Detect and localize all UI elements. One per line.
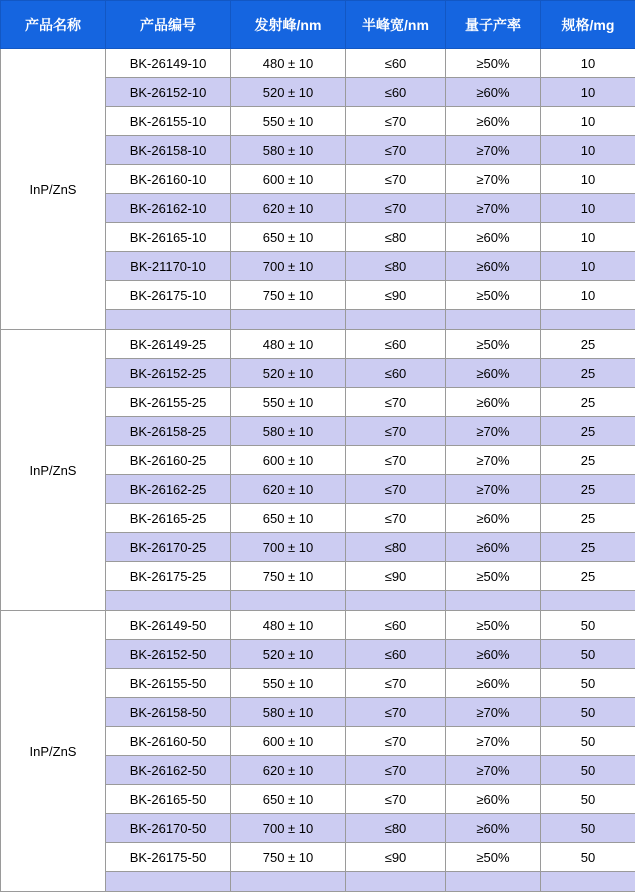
cell-spec: 25 [541,533,635,562]
column-header-spec: 规格/mg [541,1,635,49]
cell-quantum-yield: ≥60% [446,640,541,669]
spacer-cell [106,591,231,611]
cell-fwhm: ≤70 [346,194,446,223]
column-header-fwhm: 半峰宽/nm [346,1,446,49]
cell-product-code: BK-26155-10 [106,107,231,136]
cell-quantum-yield: ≥60% [446,359,541,388]
cell-product-code: BK-26149-50 [106,611,231,640]
cell-quantum-yield: ≥60% [446,223,541,252]
cell-product-code: BK-26165-10 [106,223,231,252]
cell-quantum-yield: ≥70% [446,475,541,504]
cell-product-code: BK-26152-50 [106,640,231,669]
cell-fwhm: ≤70 [346,669,446,698]
cell-product-name: InP/ZnS [1,611,106,892]
column-header-quantum-yield: 量子产率 [446,1,541,49]
spacer-cell [541,591,635,611]
cell-emission-peak: 520 ± 10 [231,640,346,669]
cell-quantum-yield: ≥50% [446,611,541,640]
table-header-row [1,1,635,49]
cell-emission-peak: 600 ± 10 [231,165,346,194]
cell-spec: 25 [541,446,635,475]
cell-quantum-yield: ≥60% [446,388,541,417]
spacer-cell [346,310,446,330]
cell-quantum-yield: ≥70% [446,136,541,165]
table-row [1,611,635,640]
cell-spec: 25 [541,475,635,504]
cell-quantum-yield: ≥50% [446,49,541,78]
cell-fwhm: ≤60 [346,359,446,388]
cell-spec: 50 [541,698,635,727]
cell-emission-peak: 620 ± 10 [231,756,346,785]
spacer-cell [106,310,231,330]
cell-spec: 50 [541,843,635,872]
cell-fwhm: ≤60 [346,49,446,78]
table-row [1,330,635,359]
cell-quantum-yield: ≥60% [446,669,541,698]
cell-product-code: BK-26175-50 [106,843,231,872]
cell-product-code: BK-26158-25 [106,417,231,446]
cell-spec: 50 [541,727,635,756]
cell-spec: 25 [541,417,635,446]
cell-spec: 25 [541,562,635,591]
cell-product-code: BK-26162-25 [106,475,231,504]
cell-fwhm: ≤90 [346,843,446,872]
cell-spec: 10 [541,252,635,281]
cell-quantum-yield: ≥60% [446,785,541,814]
cell-spec: 50 [541,669,635,698]
cell-product-code: BK-26165-50 [106,785,231,814]
spacer-cell [541,310,635,330]
cell-emission-peak: 580 ± 10 [231,136,346,165]
cell-spec: 10 [541,136,635,165]
cell-product-code: BK-26175-10 [106,281,231,310]
cell-product-code: BK-26165-25 [106,504,231,533]
cell-spec: 10 [541,165,635,194]
cell-emission-peak: 480 ± 10 [231,611,346,640]
cell-emission-peak: 650 ± 10 [231,223,346,252]
cell-fwhm: ≤70 [346,756,446,785]
cell-quantum-yield: ≥60% [446,504,541,533]
cell-emission-peak: 520 ± 10 [231,78,346,107]
column-header-product-code: 产品编号 [106,1,231,49]
cell-emission-peak: 750 ± 10 [231,281,346,310]
cell-fwhm: ≤60 [346,611,446,640]
cell-product-code: BK-26152-25 [106,359,231,388]
cell-fwhm: ≤70 [346,136,446,165]
cell-product-code: BK-26160-50 [106,727,231,756]
cell-product-code: BK-26152-10 [106,78,231,107]
cell-product-code: BK-26160-25 [106,446,231,475]
cell-quantum-yield: ≥70% [446,727,541,756]
table-body [1,49,635,892]
cell-fwhm: ≤70 [346,165,446,194]
cell-emission-peak: 550 ± 10 [231,669,346,698]
cell-product-code: BK-26160-10 [106,165,231,194]
cell-quantum-yield: ≥60% [446,107,541,136]
cell-emission-peak: 480 ± 10 [231,49,346,78]
cell-fwhm: ≤70 [346,417,446,446]
cell-emission-peak: 650 ± 10 [231,785,346,814]
column-header-emission-peak: 发射峰/nm [231,1,346,49]
cell-fwhm: ≤80 [346,223,446,252]
cell-spec: 50 [541,814,635,843]
cell-spec: 10 [541,107,635,136]
cell-quantum-yield: ≥50% [446,330,541,359]
cell-spec: 25 [541,388,635,417]
cell-emission-peak: 600 ± 10 [231,727,346,756]
cell-product-code: BK-26170-50 [106,814,231,843]
cell-emission-peak: 620 ± 10 [231,194,346,223]
cell-spec: 25 [541,359,635,388]
cell-emission-peak: 550 ± 10 [231,388,346,417]
cell-spec: 10 [541,78,635,107]
cell-fwhm: ≤70 [346,107,446,136]
spacer-cell [446,591,541,611]
cell-product-code: BK-26158-10 [106,136,231,165]
cell-fwhm: ≤90 [346,281,446,310]
cell-quantum-yield: ≥50% [446,281,541,310]
cell-spec: 50 [541,785,635,814]
cell-quantum-yield: ≥70% [446,698,541,727]
cell-product-code: BK-26175-25 [106,562,231,591]
column-header-product-name: 产品名称 [1,1,106,49]
cell-quantum-yield: ≥60% [446,78,541,107]
cell-fwhm: ≤70 [346,504,446,533]
cell-product-code: BK-26170-25 [106,533,231,562]
cell-product-code: BK-26158-50 [106,698,231,727]
cell-emission-peak: 520 ± 10 [231,359,346,388]
cell-fwhm: ≤70 [346,475,446,504]
cell-quantum-yield: ≥60% [446,533,541,562]
cell-product-code: BK-21170-10 [106,252,231,281]
cell-fwhm: ≤70 [346,785,446,814]
cell-fwhm: ≤60 [346,330,446,359]
spacer-cell [446,310,541,330]
cell-product-code: BK-26162-10 [106,194,231,223]
cell-emission-peak: 550 ± 10 [231,107,346,136]
cell-quantum-yield: ≥50% [446,562,541,591]
spacer-cell [231,591,346,611]
spacer-cell [541,872,635,892]
cell-emission-peak: 750 ± 10 [231,562,346,591]
cell-fwhm: ≤70 [346,698,446,727]
cell-spec: 25 [541,504,635,533]
cell-emission-peak: 750 ± 10 [231,843,346,872]
cell-quantum-yield: ≥60% [446,252,541,281]
table-row [1,49,635,78]
cell-spec: 10 [541,194,635,223]
cell-fwhm: ≤70 [346,388,446,417]
cell-fwhm: ≤80 [346,252,446,281]
cell-product-code: BK-26149-25 [106,330,231,359]
cell-spec: 50 [541,756,635,785]
cell-spec: 10 [541,281,635,310]
cell-emission-peak: 700 ± 10 [231,533,346,562]
cell-fwhm: ≤80 [346,814,446,843]
cell-product-code: BK-26149-10 [106,49,231,78]
cell-quantum-yield: ≥70% [446,756,541,785]
cell-quantum-yield: ≥70% [446,194,541,223]
cell-fwhm: ≤90 [346,562,446,591]
cell-quantum-yield: ≥70% [446,165,541,194]
cell-product-code: BK-26162-50 [106,756,231,785]
spacer-cell [106,872,231,892]
spacer-cell [346,591,446,611]
cell-emission-peak: 700 ± 10 [231,814,346,843]
cell-product-code: BK-26155-50 [106,669,231,698]
cell-spec: 50 [541,640,635,669]
cell-fwhm: ≤60 [346,78,446,107]
spacer-cell [231,310,346,330]
cell-quantum-yield: ≥50% [446,843,541,872]
cell-product-name: InP/ZnS [1,330,106,611]
cell-quantum-yield: ≥70% [446,417,541,446]
cell-spec: 10 [541,223,635,252]
cell-fwhm: ≤80 [346,533,446,562]
cell-emission-peak: 620 ± 10 [231,475,346,504]
cell-fwhm: ≤60 [346,640,446,669]
cell-product-code: BK-26155-25 [106,388,231,417]
spacer-cell [231,872,346,892]
cell-emission-peak: 580 ± 10 [231,698,346,727]
cell-emission-peak: 580 ± 10 [231,417,346,446]
cell-emission-peak: 600 ± 10 [231,446,346,475]
spacer-cell [446,872,541,892]
cell-spec: 25 [541,330,635,359]
cell-product-name: InP/ZnS [1,49,106,330]
cell-fwhm: ≤70 [346,727,446,756]
cell-emission-peak: 700 ± 10 [231,252,346,281]
cell-quantum-yield: ≥60% [446,814,541,843]
spacer-cell [346,872,446,892]
cell-emission-peak: 480 ± 10 [231,330,346,359]
cell-quantum-yield: ≥70% [446,446,541,475]
cell-spec: 50 [541,611,635,640]
cell-emission-peak: 650 ± 10 [231,504,346,533]
cell-fwhm: ≤70 [346,446,446,475]
table-header [1,1,635,49]
cell-spec: 10 [541,49,635,78]
